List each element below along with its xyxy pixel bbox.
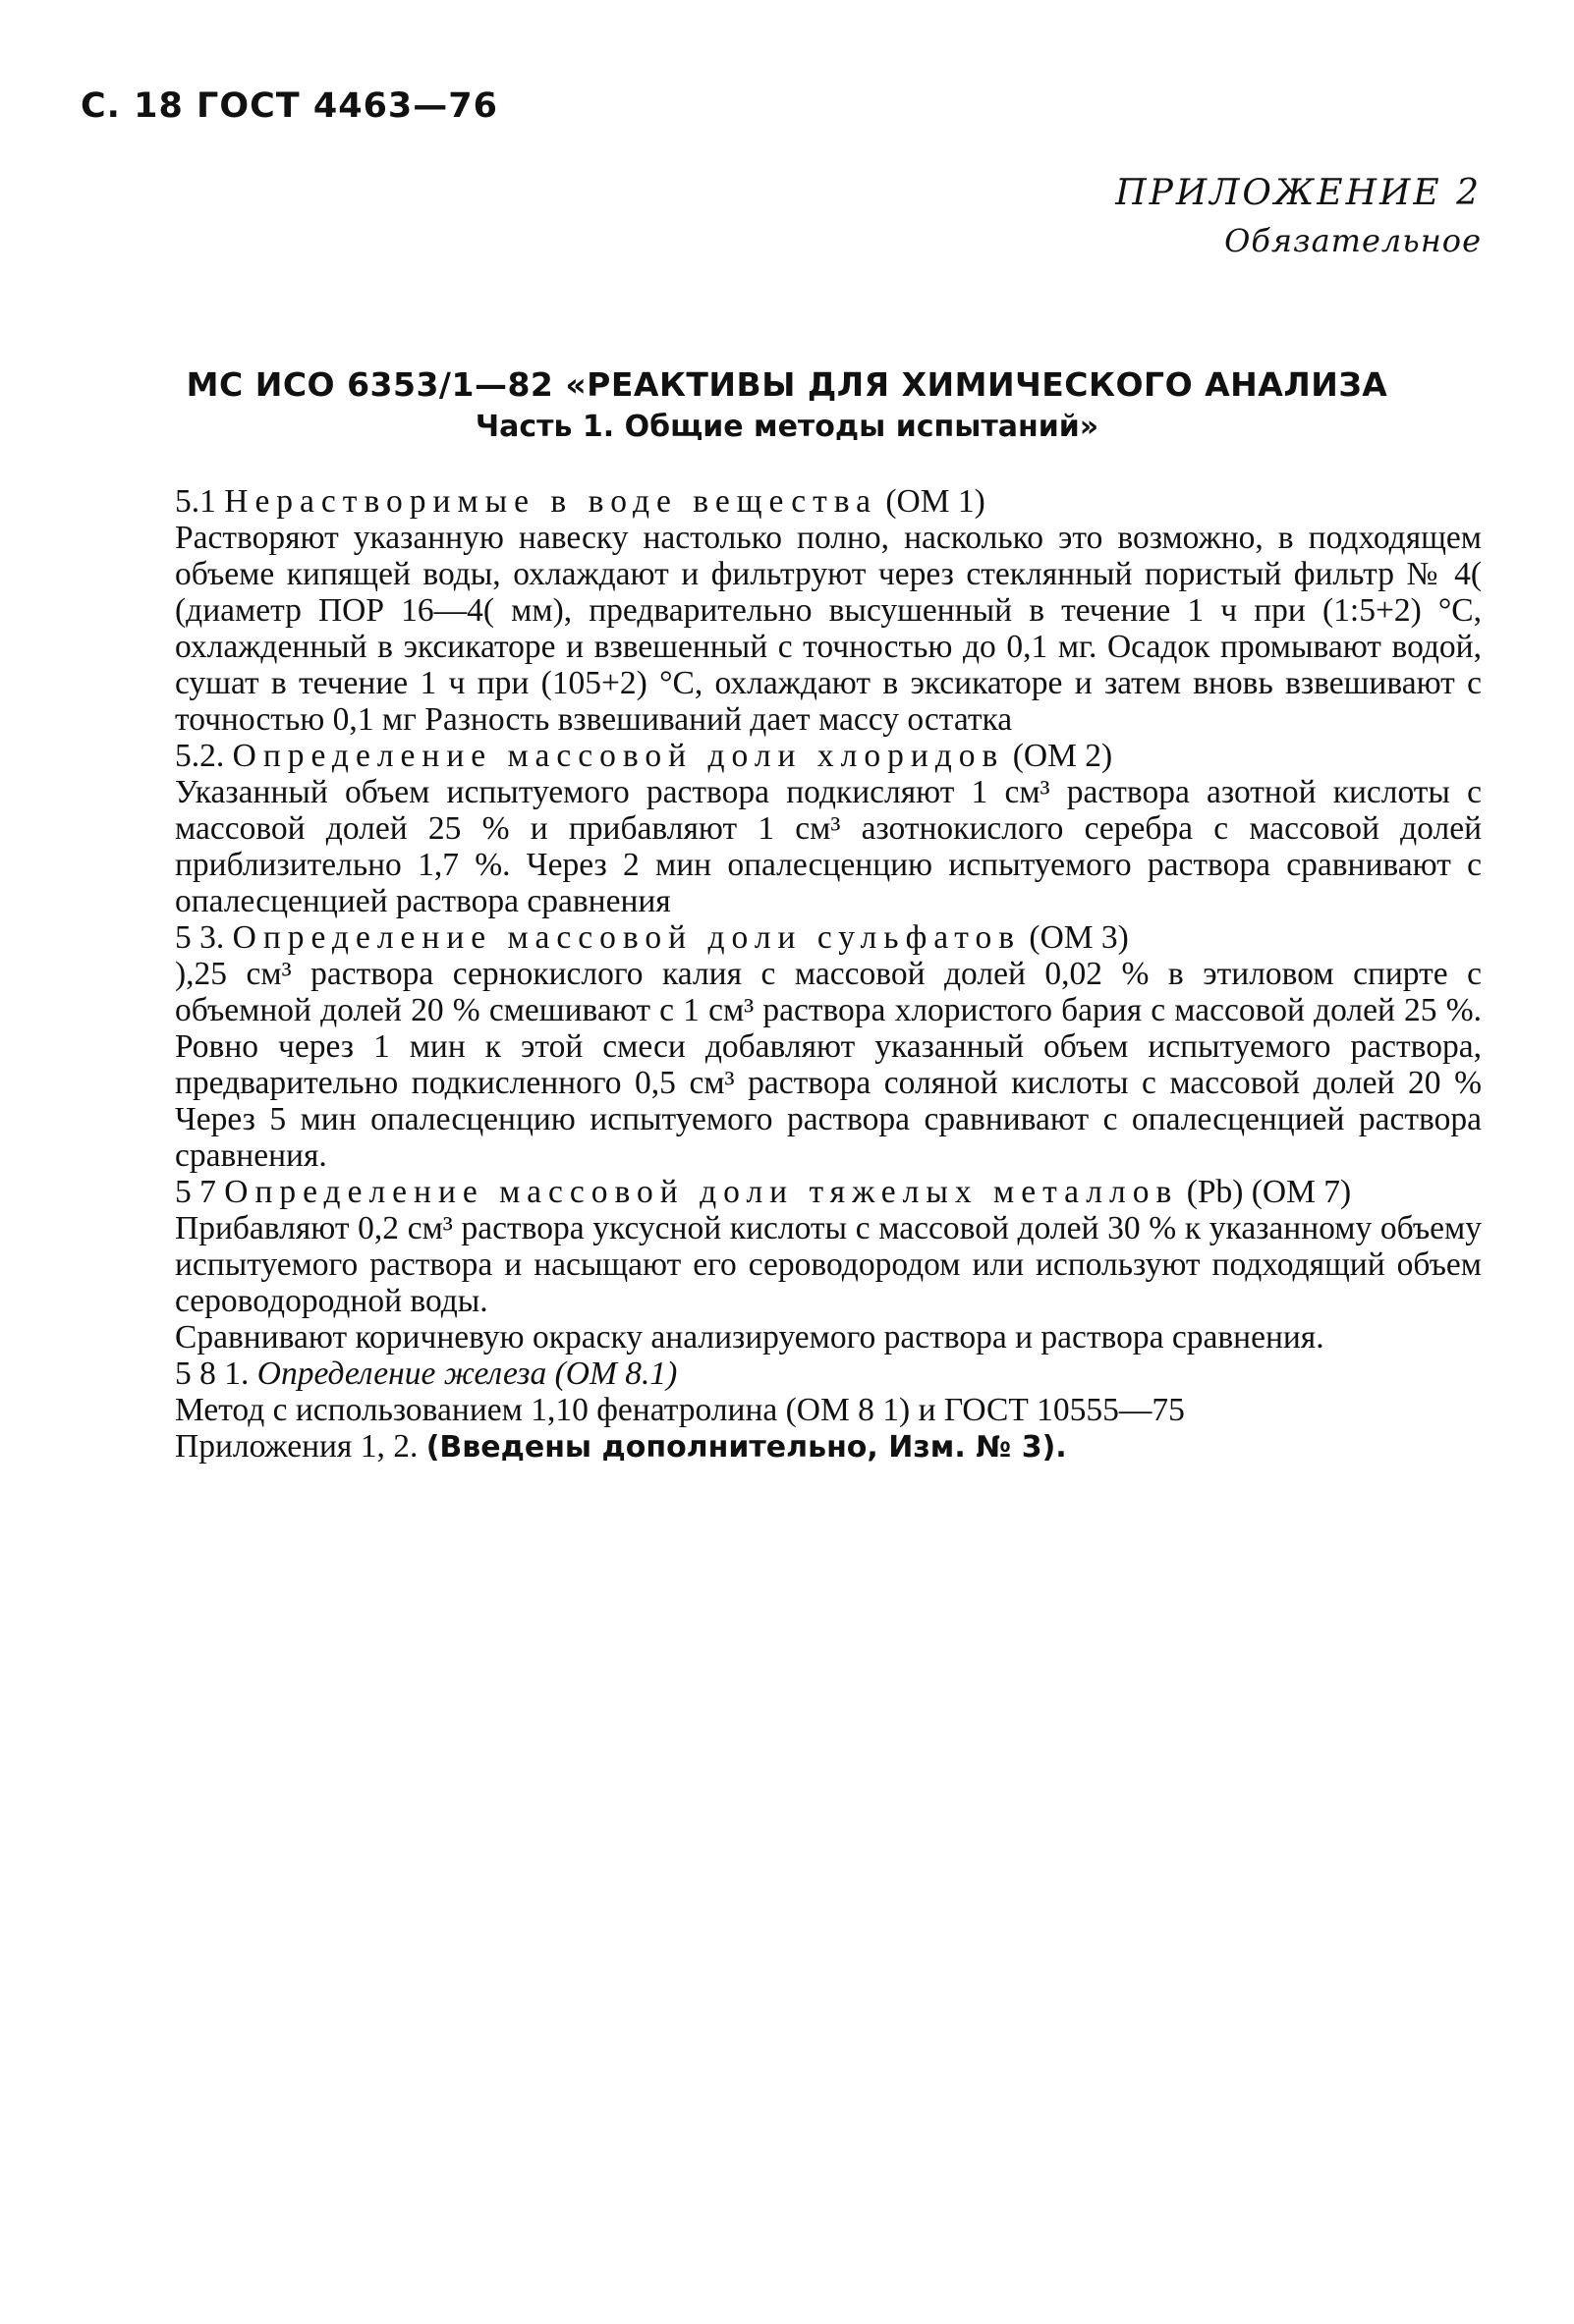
section-5-7-heading <box>106 1174 1482 1210</box>
appendix-block <box>1115 169 1482 263</box>
section-number: 5.2. <box>175 738 225 774</box>
footnote-prefix: Приложения 1, 2. <box>175 1428 419 1465</box>
section-title: Определение массовой доли тяжелых металлов <box>224 1174 1179 1210</box>
section-number: 5 8 1. <box>175 1356 250 1392</box>
document-title <box>0 363 1574 448</box>
method-code: (ОМ 3) <box>1029 919 1129 956</box>
section-5-1-text: Растворяют указанную навеску настолько полно, насколько это возможно, в подходящем объеме кипящей воды, охлаждают и фильтруют через стеклянный пористый фильтр № 4( (диаметр ПОР 16—4( мм), предварительно высушенный в течение 1 ч при (1:5+2) °С, охлажденный в эксикаторе и взвешенный с точностью до 0,1 мг. Осадок промывают водой, сушат в течение 1 ч при (105+2) °С, охлаждают в эксикаторе и затем вновь взвешивают с точностью 0,1 мг Разность взвешиваний дает массу остатка <box>175 520 1482 738</box>
appendix-status: Обязательное <box>1224 222 1482 259</box>
appendix-label: ПРИЛОЖЕНИЕ 2 <box>1115 173 1482 213</box>
footnote-note: (Введены дополнительно, Изм. № 3). <box>425 1430 1067 1465</box>
section-5-3-text: ),25 см³ раствора сернокислого калия с массовой долей 0,02 % в этиловом спирте с объемной долей 20 % смешивают с 1 см³ раствора хлористого бария с массовой долей 25 %. Ровно через 1 мин к этой смеси добавляют указанный объем испытуемого раствора, предварительно подкисленного 0,5 см³ раствора соляной кислоты с массовой долей 20 % Через 5 мин опалесценцию испытуемого раствора сравнивают с опалесценцией раствора сравнения. <box>175 956 1482 1174</box>
section-title: Нерастворимые в воде вещества <box>224 483 878 520</box>
section-5-3-heading <box>106 919 1482 956</box>
section-5-2-heading <box>106 738 1482 774</box>
section-5-2-text: Указанный объем испытуемого раствора подкисляют 1 см³ раствора азотной кислоты с массовой долей 25 % и прибавляют 1 см³ азотнокислого серебра с массовой долей приблизительно 1,7 %. Через 2 мин опалесценцию испытуемого раствора сравнивают с опалесценцией раствора сравнения <box>175 774 1482 919</box>
title-line-2: Часть 1. Общие методы испытаний» <box>475 410 1099 444</box>
section-title: Определение массовой доли сульфатов <box>232 919 1022 956</box>
title-line-1: МС ИСО 6353/1—82 «РЕАКТИВЫ ДЛЯ ХИМИЧЕСКОГО АНАЛИЗА <box>186 365 1388 404</box>
section-number: 5 7 <box>175 1174 216 1210</box>
section-number: 5 3. <box>175 919 225 956</box>
method-code: (ОМ 2) <box>1012 738 1113 774</box>
page-header: С. 18 ГОСТ 4463—76 <box>81 86 498 126</box>
section-number: 5.1 <box>175 483 216 520</box>
section-5-7-text-2: Сравнивают коричневую окраску анализируемого раствора и раствора сравнения. <box>175 1319 1324 1356</box>
section-5-7-text: Прибавляют 0,2 см³ раствора уксусной кислоты с массовой долей 30 % к указанному объему испытуемого раствора и насыщают его сероводородом или используют подходящий объем сероводородной воды. <box>175 1210 1482 1319</box>
footnote <box>106 1428 1482 1466</box>
section-5-8-1-text: Метод с использованием 1,10 фенатролина (ОМ 8 1) и ГОСТ 10555—75 <box>175 1392 1185 1428</box>
method-code: (ОМ 1) <box>885 483 985 520</box>
method-code: (Pb) (ОМ 7) <box>1186 1174 1352 1210</box>
section-title: Определение массовой доли хлоридов <box>232 738 1005 774</box>
section-5-1-heading <box>106 483 1482 520</box>
section-title: Определение железа (ОМ 8.1) <box>256 1356 678 1392</box>
section-5-8-1-heading <box>106 1356 1482 1392</box>
document-body <box>106 483 1482 1466</box>
